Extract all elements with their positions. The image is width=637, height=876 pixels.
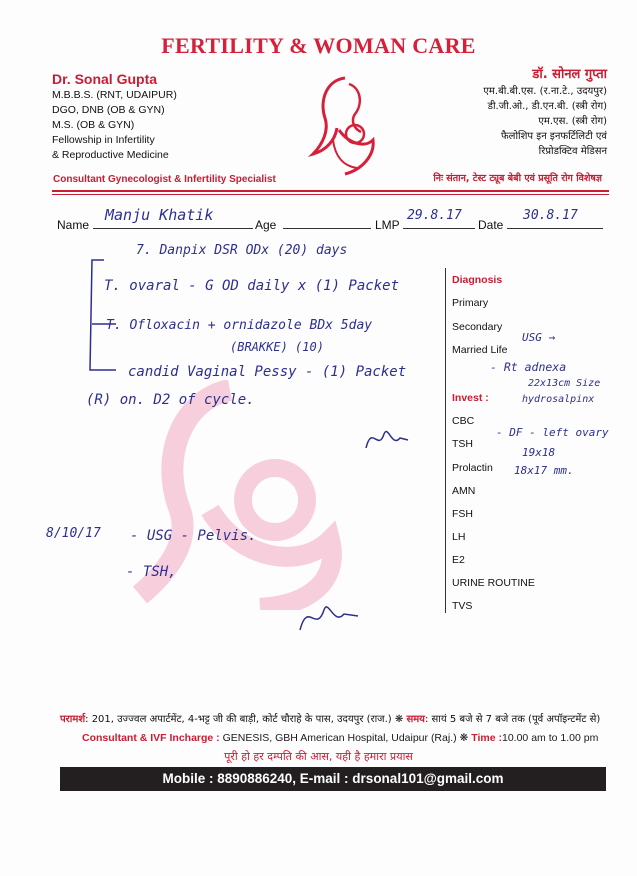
specialty-hi: निः संतान, टेस्ट ट्यूब बेबी एवं प्रसूति रोग विशेषज्ञ [433,173,602,184]
signature-icon [294,590,364,640]
ivf-time: 10.00 am to 1.00 pm [502,732,599,744]
age-line [283,214,371,229]
ivf-time-label: Time : [471,732,502,744]
credential-line: Fellowship in Infertility [52,134,155,146]
diagnosis-item: Secondary [452,321,503,333]
credential-line: डी.जी.ओ., डी.एन.बी. (स्त्री रोग) [487,101,607,112]
credential-line: DGO, DNB (OB & GYN) [52,104,165,116]
invest-item: LH [452,531,466,543]
time-text: : सायं 5 बजे से 7 बजे तक (पूर्व अपॉइन्टमेंट से) [424,714,601,725]
address-text: : 201, उज्ज्वल अपार्टमेंट, 4-भट्ट जी की बाड़ी, कोर्ट चौराहे के पास, उदयपुर (राज.) [85,714,392,725]
invest-heading: Invest : [452,392,489,404]
ivf-place: GENESIS, GBH American Hospital, Udaipur (Raj.) [222,732,457,744]
date-label: Date [478,218,504,232]
doctor-credentials-en [52,70,177,163]
diagnosis-note: - Rt adnexa [490,360,567,374]
ivf-info: Consultant & IVF Incharge : GENESIS, GBH American Hospital, Udaipur (Raj.) ❋ Time :10.00 am to 1.00 pm [82,732,599,744]
age-label: Age [255,218,277,232]
contact-bar: Mobile : 8890886240, E-mail : drsonal101@gmail.com [60,767,606,791]
credential-line: M.S. (OB & GYN) [52,119,135,131]
invest-item: AMN [452,485,476,497]
patient-name: Manju Khatik [105,206,214,224]
rx-line: T. Ofloxacin + ornidazole BDx 5day [106,318,373,333]
diagnosis-note: - DF - left ovary [496,426,609,439]
clinic-title: FERTILITY & WOMAN CARE [161,33,476,58]
diagnosis-item: Married Life [452,344,508,356]
tagline: पूरी हो हर दम्पति की आस, यही है हमारा प्रयास [224,750,413,763]
credential-line: M.B.B.S. (RNT, UDAIPUR) [52,89,177,101]
diagnosis-note: 18x17 mm. [514,464,574,477]
rx-line: candid Vaginal Pessy - (1) Packet [128,364,407,380]
invest-item: Prolactin [452,462,493,474]
clinic-address: परामर्श: 201, उज्ज्वल अपार्टमेंट, 4-भट्ट जी की बाड़ी, कोर्ट चौराहे के पास, उदयपुर (राज.) ❋ समय: सायं 5 बजे से 7 बजे तक (पूर्व अपॉइन्टमेंट से) [60,714,601,725]
name-label: Name [57,218,90,232]
invest-item: E2 [452,554,465,566]
consultant-title: Consultant Gynecologist & Infertility Specialist [53,174,276,185]
diagnosis-note: USG → [522,331,556,344]
ivf-label: Consultant & IVF Incharge : [82,732,220,744]
credential-line: एम.बी.बी.एस. (र.ना.टे., उदयपुर) [483,86,607,97]
lmp-value: 29.8.17 [407,208,462,223]
followup-item: - TSH, [126,564,177,580]
header-divider [52,190,609,192]
invest-item: FSH [452,508,473,520]
rx-line: T. ovaral - G OD daily x (1) Packet [104,278,400,294]
invest-item: URINE ROUTINE [452,577,535,589]
rx-line: 7. Danpix DSR ODx (20) days [136,243,348,258]
invest-item: CBC [452,415,475,427]
doctor-credentials-hi [483,66,607,159]
rx-bracket-icon [82,258,122,378]
credential-line: फैलोशिप इन इनफर्टिलिटी एवं [500,131,607,142]
invest-item: TSH [452,438,473,450]
mother-child-logo-icon [305,70,385,180]
credential-line: एम.एस. (स्त्री रोग) [538,116,607,127]
date-value: 30.8.17 [523,208,578,223]
invest-item: TVS [452,600,473,612]
diagnosis-note: hydrosalpinx [522,394,595,405]
doctor-name-en: Dr. Sonal Gupta [52,71,158,87]
diagnosis-note: 22x13cm Size [528,378,601,389]
diagnosis-note: 19x18 [522,446,556,459]
diagnosis-item: Primary [452,297,489,309]
lmp-label: LMP [375,218,400,232]
credential-line: & Reproductive Medicine [52,149,169,161]
followup-date: 8/10/17 [46,526,101,541]
credential-line: रिप्रोडक्टिव मेडिसन [538,146,607,157]
followup-item: - USG - Pelvis. [130,528,257,544]
address-label: परामर्श [60,714,86,725]
rx-line: (BRAKKE) (10) [230,340,324,354]
rx-line: (R) on. D2 of cycle. [86,392,255,408]
header-divider-thin [52,194,609,195]
time-label: समय [406,714,425,725]
signature-icon [362,418,412,458]
doctor-name-hi: डॉ. सोनल गुप्ता [532,67,607,82]
diagnosis-heading: Diagnosis [452,274,503,286]
diagnosis-column [445,268,626,613]
